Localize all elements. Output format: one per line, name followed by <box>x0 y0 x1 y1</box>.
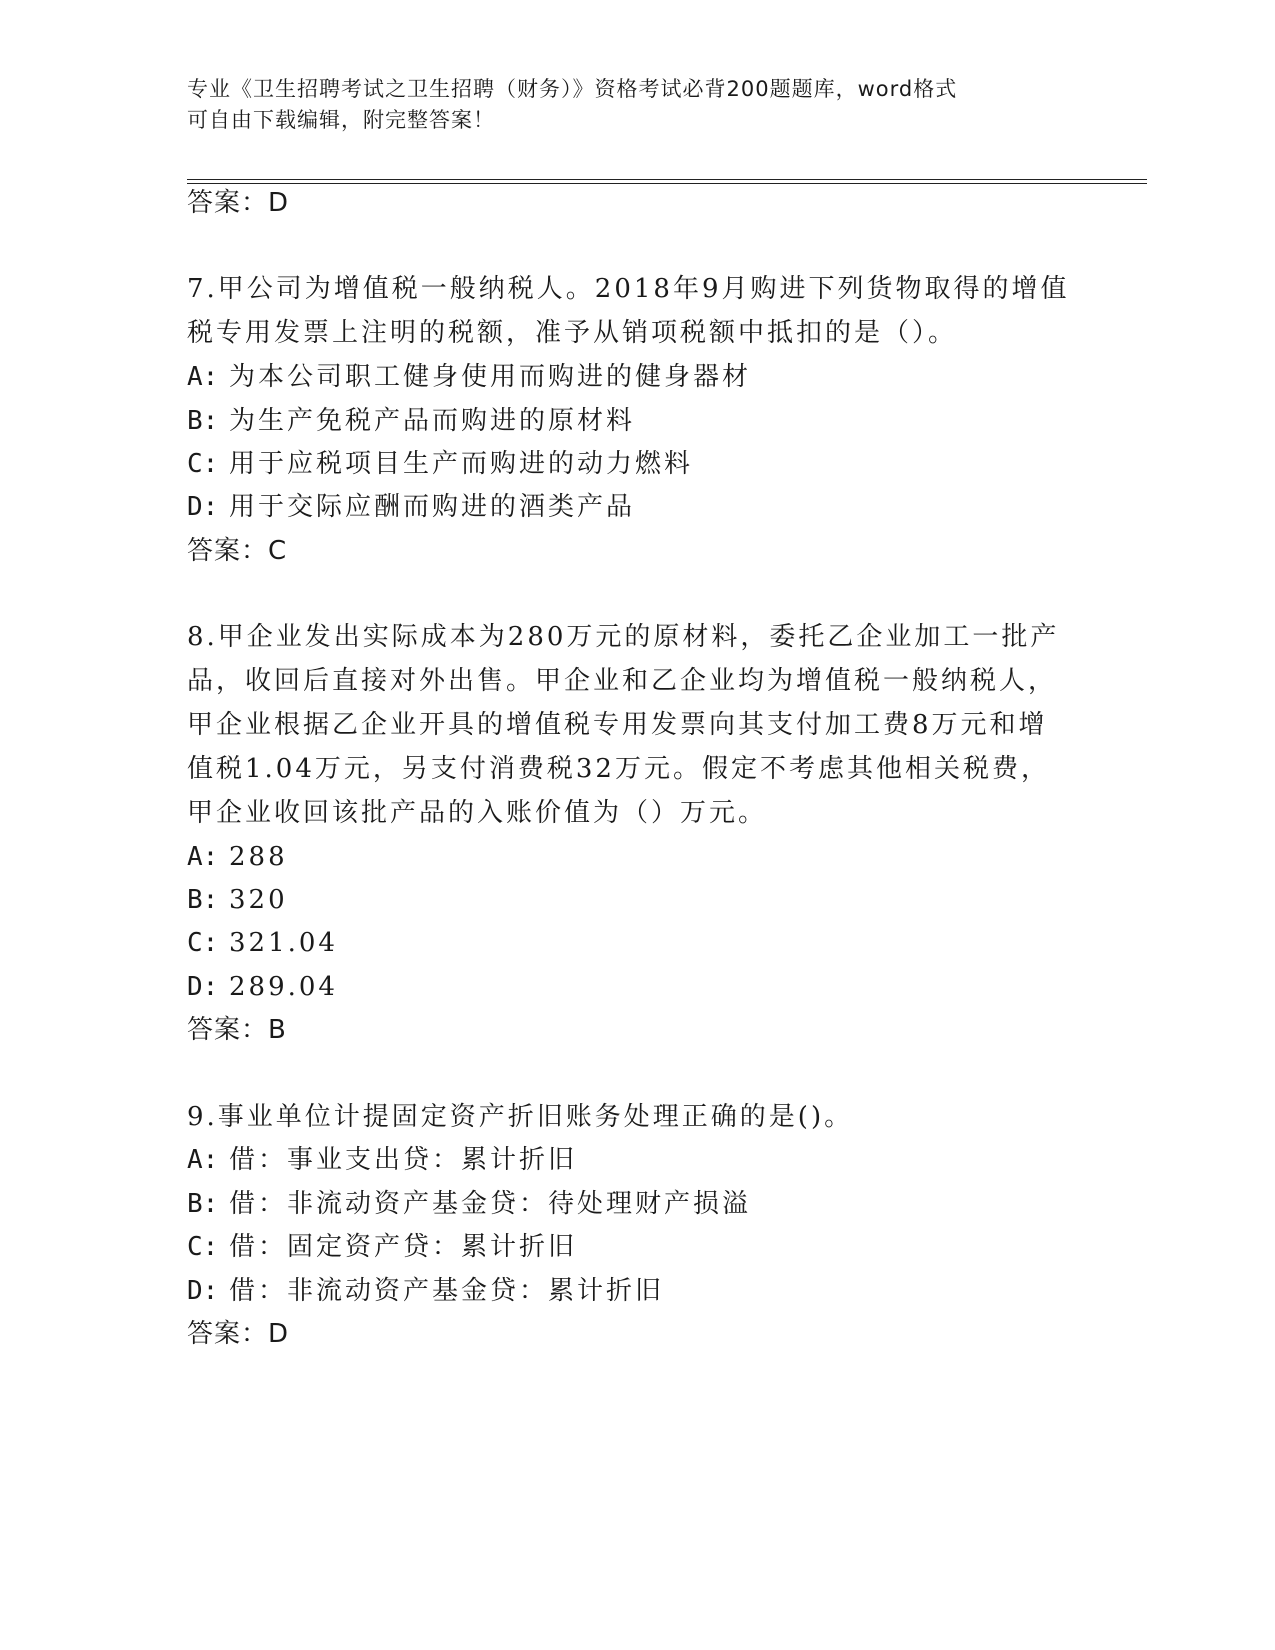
question-7-option-d <box>187 490 635 524</box>
option-letter: C: <box>187 449 219 479</box>
question-8-line-4: 值税1.04万元，另支付消费税32万元。假定不考虑其他相关税费， <box>187 754 1050 784</box>
question-9-answer: 答案：D <box>187 1319 290 1349</box>
option-letter: D: <box>187 972 219 1002</box>
question-8-option-c <box>187 926 338 960</box>
question-7-answer: 答案：C <box>187 536 288 566</box>
option-text: 借：非流动资产基金贷：累计折旧 <box>229 1276 665 1306</box>
question-8-line-3: 甲企业根据乙企业开具的增值税专用发票向其支付加工费8万元和增 <box>187 710 1048 740</box>
option-text: 借：事业支出贷：累计折旧 <box>229 1145 578 1175</box>
question-8-line-2: 品，收回后直接对外出售。甲企业和乙企业均为增值税一般纳税人， <box>187 666 1058 696</box>
option-text: 借：固定资产贷：累计折旧 <box>229 1232 578 1262</box>
option-letter: A: <box>187 842 219 872</box>
question-8-option-a <box>187 840 288 874</box>
question-8-option-b <box>187 883 288 917</box>
option-text: 为生产免税产品而购进的原材料 <box>229 406 636 436</box>
option-letter: D: <box>187 1276 219 1306</box>
option-text: 320 <box>229 885 288 915</box>
question-9-option-a <box>187 1143 577 1177</box>
option-text: 借：非流动资产基金贷：待处理财产损溢 <box>229 1189 752 1219</box>
option-letter: C: <box>187 1232 219 1262</box>
question-8-line-1: 8.甲企业发出实际成本为280万元的原材料，委托乙企业加工一批产 <box>187 622 1060 652</box>
option-letter: C: <box>187 928 219 958</box>
option-letter: B: <box>187 885 219 915</box>
question-8-answer: 答案：B <box>187 1015 287 1045</box>
option-text: 为本公司职工健身使用而购进的健身器材 <box>229 362 752 392</box>
option-letter: B: <box>187 406 219 436</box>
header-divider-bottom <box>187 183 1147 184</box>
question-8-line-5: 甲企业收回该批产品的入账价值为（）万元。 <box>187 798 768 828</box>
question-7-option-a <box>187 360 751 394</box>
question-7-option-c <box>187 447 693 481</box>
question-7-option-b <box>187 404 635 438</box>
header-divider-top <box>187 179 1147 180</box>
option-letter: D: <box>187 492 219 522</box>
question-9-option-c <box>187 1230 577 1264</box>
option-letter: A: <box>187 362 219 392</box>
question-7-line-2: 税专用发票上注明的税额，准予从销项税额中抵扣的是（）。 <box>187 318 958 348</box>
option-text: 288 <box>229 842 288 872</box>
question-9-option-d <box>187 1274 664 1308</box>
option-text: 用于应税项目生产而购进的动力燃料 <box>229 449 694 479</box>
question-7-line-1: 7.甲公司为增值税一般纳税人。2018年9月购进下列货物取得的增值 <box>187 274 1070 304</box>
question-9-line-1: 9.事业单位计提固定资产折旧账务处理正确的是()。 <box>187 1102 854 1132</box>
option-text: 321.04 <box>229 928 338 958</box>
page-header <box>187 74 1087 136</box>
header-line-2: 可自由下载编辑，附完整答案！ <box>187 108 495 132</box>
option-text: 用于交际应酬而购进的酒类产品 <box>229 492 636 522</box>
option-letter: B: <box>187 1189 219 1219</box>
question-8-option-d <box>187 970 338 1004</box>
option-letter: A: <box>187 1145 219 1175</box>
option-text: 289.04 <box>229 972 338 1002</box>
previous-answer: 答案：D <box>187 188 290 218</box>
question-9-option-b <box>187 1187 751 1221</box>
header-line-1: 专业《卫生招聘考试之卫生招聘（财务）》资格考试必背200题题库，word格式 <box>187 77 958 101</box>
